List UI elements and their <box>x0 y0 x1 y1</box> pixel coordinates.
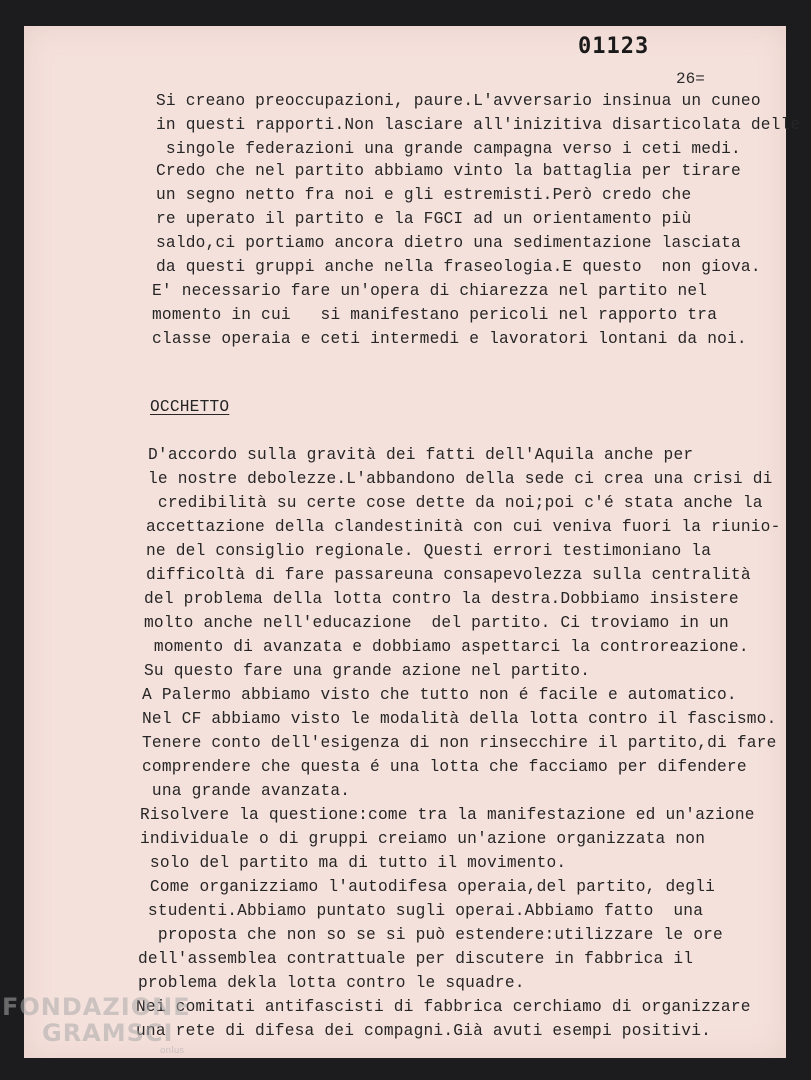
text-line: singole federazioni una grande campagna verso i ceti medi. <box>156 140 741 158</box>
text-line: dell'assemblea contrattuale per discutere in fabbrica il <box>138 950 694 968</box>
text-line: difficoltà di fare passareuna consapevolezza sulla centralità <box>146 566 751 584</box>
text-line: Si creano preoccupazioni, paure.L'avversario insinua un cuneo <box>156 92 761 110</box>
text-line: momento di avanzata e dobbiamo aspettarci la controreazione. <box>144 638 749 656</box>
text-line: E' necessario fare un'opera di chiarezza nel partito nel <box>152 282 708 300</box>
text-line: Risolvere la questione:come tra la manifestazione ed un'azione <box>140 806 755 824</box>
text-line: Nei comitati antifascisti di fabbrica cerchiamo di organizzare <box>136 998 751 1016</box>
text-line: re uperato il partito e la FGCI ad un orientamento più <box>156 210 692 228</box>
text-line: individuale o di gruppi creiamo un'azione organizzata non <box>140 830 706 848</box>
speaker-heading: OCCHETTO <box>150 398 230 416</box>
text-line: Nel CF abbiamo visto le modalità della lotta contro il fascismo. <box>142 710 777 728</box>
text-line: studenti.Abbiamo puntato sugli operai.Abbiamo fatto una <box>138 902 704 920</box>
text-line: classe operaia e ceti intermedi e lavoratori lontani da noi. <box>152 330 747 348</box>
text-line: Su questo fare una grande azione nel partito. <box>144 662 591 680</box>
fondazione-gramsci-watermark <box>2 994 191 1046</box>
text-line: problema dekla lotta contro le squadre. <box>138 974 525 992</box>
watermark-onlus: onlus <box>160 1046 185 1056</box>
text-line: una grande avanzata. <box>142 782 351 800</box>
text-line: del problema della lotta contro la destra.Dobbiamo insistere <box>144 590 739 608</box>
watermark-line-2: GRAMSCI <box>42 1019 174 1047</box>
text-line: ne del consiglio regionale. Questi errori testimoniano la <box>146 542 712 560</box>
text-line: momento in cui si manifestano pericoli nel rapporto tra <box>152 306 718 324</box>
text-line: da questi gruppi anche nella fraseologia.E questo non giova. <box>156 258 761 276</box>
text-line: accettazione della clandestinità con cui veniva fuori la riunio- <box>146 518 781 536</box>
text-line: Credo che nel partito abbiamo vinto la battaglia per tirare <box>156 162 741 180</box>
text-line: molto anche nell'educazione del partito. Ci troviamo in un <box>144 614 729 632</box>
text-line: proposta che non so se si può estendere:utilizzare le ore <box>138 926 723 944</box>
document-number: 01123 <box>578 34 650 59</box>
text-line: solo del partito ma di tutto il movimento. <box>140 854 567 872</box>
text-line: D'accordo sulla gravità dei fatti dell'Aquila anche per <box>148 446 694 464</box>
text-line: saldo,ci portiamo ancora dietro una sedimentazione lasciata <box>156 234 741 252</box>
text-line: comprendere che questa é una lotta che facciamo per difendere <box>142 758 747 776</box>
text-line: le nostre debolezze.L'abbandono della sede ci crea una crisi di <box>148 470 773 488</box>
text-line: credibilità su certe cose dette da noi;poi c'é stata anche la <box>148 494 763 512</box>
watermark-line-1: FONDAZIONE <box>2 993 191 1021</box>
page-number: 26= <box>676 70 705 88</box>
text-line: in questi rapporti.Non lasciare all'inizitiva disarticolata delle <box>156 116 801 134</box>
text-line: una rete di difesa dei compagni.Già avuti esempi positivi. <box>136 1022 712 1040</box>
text-line: un segno netto fra noi e gli estremisti.Però credo che <box>156 186 692 204</box>
text-line: Come organizziamo l'autodifesa operaia,del partito, degli <box>140 878 716 896</box>
text-line: Tenere conto dell'esigenza di non rinsecchire il partito,di fare <box>142 734 777 752</box>
text-line: A Palermo abbiamo visto che tutto non é facile e automatico. <box>142 686 737 704</box>
